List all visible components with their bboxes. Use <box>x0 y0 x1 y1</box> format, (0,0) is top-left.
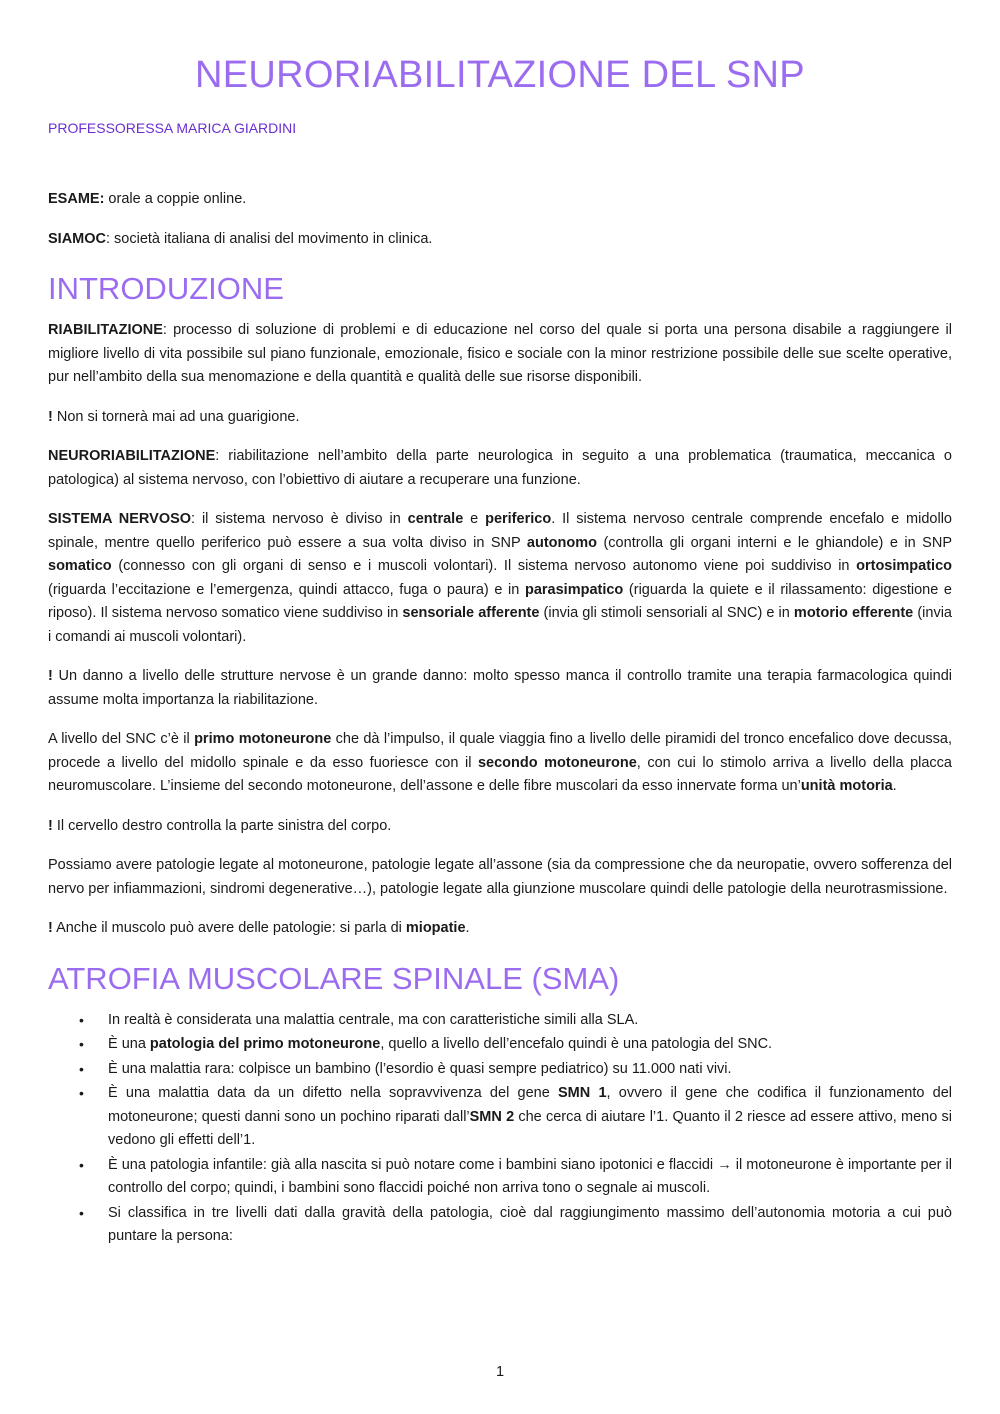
siamoc-text: : società italiana di analisi del movimento in clinica. <box>106 230 433 247</box>
term-sensoriale-afferente: sensoriale afferente <box>402 605 540 621</box>
riabilitazione-label: RIABILITAZIONE <box>48 322 163 338</box>
siamoc-paragraph <box>48 228 952 252</box>
term-secondo-motoneurone: secondo motoneurone <box>477 754 637 771</box>
section-heading-sma: ATROFIA MUSCOLARE SPINALE (SMA) <box>48 960 620 996</box>
list-item-text: Si classifica in tre livelli dati dalla gravità della patologia, cioè dal raggiungimento massimo dell’autonomia motoria a cui può puntare la persona: <box>108 1204 952 1244</box>
list-item-text: In realtà è considerata una malattia centrale, ma con caratteristiche simili alla SLA. <box>108 1011 639 1028</box>
note-mark: ! <box>48 408 53 425</box>
note-mark: ! <box>48 920 53 936</box>
note-paragraph <box>48 406 952 430</box>
text-run: , ovvero il gene che codifica il funzionamento del motoneurone; questi danni sono un pochino riparati dall’ <box>108 1085 952 1125</box>
section-heading-introduzione: INTRODUZIONE <box>48 271 284 306</box>
term-smn2: SMN 2 <box>469 1108 515 1125</box>
spacer <box>48 138 952 188</box>
siamoc-label: SIAMOC <box>48 230 106 247</box>
text-run: . <box>465 920 470 936</box>
riabilitazione-text: : processo di soluzione di problemi e di educazione nel corso del quale si porta una persona disabile a raggiungere il migliore livello di vita possibile sul piano funzionale, emozionale, fisico e sociale con la minor restrizione possibile delle sue scelte operative, pur nell’ambito della sua menomazione e della quantità e qualità delle sue risorse disponibili. <box>48 322 952 385</box>
bullet-icon: • <box>79 1036 84 1052</box>
text-run: (invia i comandi ai muscoli volontari). <box>48 605 952 645</box>
term-patologia-primo-motoneurone: patologia del primo motoneurone <box>149 1036 381 1052</box>
note-text: Anche il muscolo può avere delle patologie: si parla di <box>52 920 406 936</box>
text-run: (riguarda l’eccitazione e l’emergenza, quindi attacco, fuga o paura) e in <box>48 581 525 598</box>
note-text: Non si tornerà mai ad una guarigione. <box>52 408 300 425</box>
note-text: Un danno a livello delle strutture nervose è un grande danno: molto spesso manca il controllo tramite una terapia farmacologica quindi assume molta importanza la riabilitazione. <box>48 668 952 708</box>
note-paragraph <box>48 917 952 941</box>
sistema-nervoso-label: SISTEMA NERVOSO <box>48 511 192 527</box>
document-subtitle: PROFESSORESSA MARICA GIARDINI <box>48 120 297 136</box>
document-page <box>48 50 952 1250</box>
text-run: e <box>463 511 486 527</box>
text-run: (connesso con gli organi di senso e i muscoli volontari). Il sistema nervoso autonomo viene poi suddiviso in <box>111 558 857 574</box>
note-paragraph <box>48 665 952 712</box>
list-item <box>79 1154 952 1201</box>
term-unita-motoria: unità motoria <box>800 778 893 794</box>
esame-text: orale a coppie online. <box>104 191 247 207</box>
list-item <box>79 1202 952 1249</box>
neuroriabilitazione-paragraph <box>48 445 952 492</box>
term-motorio-efferente: motorio efferente <box>793 605 914 621</box>
page-number: 1 <box>495 1364 505 1380</box>
bullet-icon: • <box>79 1011 84 1028</box>
document-title: NEURORIABILITAZIONE DEL SNP <box>195 54 805 96</box>
list-item <box>79 1009 952 1033</box>
text-run: . <box>892 778 897 794</box>
text-run: (controlla gli organi interni e le ghiandole) e in SNP <box>597 534 952 551</box>
bullet-icon: • <box>79 1156 84 1173</box>
list-item <box>79 1033 952 1057</box>
neuroriabilitazione-text: : riabilitazione nell’ambito della parte neurologica in seguito a una problematica (traumatica, meccanica o patologica) al sistema nervoso, con l’obiettivo di aiutare a recuperare una funzione. <box>48 448 952 488</box>
text-run: . Il sistema nervoso centrale comprende encefalo e midollo spinale, mentre quello periferico può essere a sua volta diviso in SNP <box>48 511 952 551</box>
text-run: che dà l’impulso, il quale viaggia fino a livello delle piramidi del tronco encefalico dove decussa, procede a livello del midollo spinale e da esso fuoriesce con il <box>48 731 952 771</box>
text-run: : il sistema nervoso è diviso in <box>191 511 408 527</box>
esame-label: ESAME: <box>48 191 105 207</box>
neuroriabilitazione-label: NEURORIABILITAZIONE <box>48 448 216 464</box>
text-run: (riguarda la quiete e il rilassamento: digestione e riposo). Il sistema nervoso somatico viene suddiviso in <box>48 581 952 621</box>
term-miopatie: miopatie <box>405 920 466 936</box>
term-somatico: somatico <box>48 558 112 574</box>
text-run: , con cui lo stimolo arriva a livello della placca neuromuscolare. L’insieme del secondo motoneurone, dell’assone e delle fibre muscolari da esso innervate forma un’ <box>48 754 952 794</box>
text-run: , quello a livello dell’encefalo quindi è una patologia del SNC. <box>380 1036 773 1052</box>
bullet-icon: • <box>79 1204 84 1221</box>
term-primo-motoneurone: primo motoneurone <box>194 731 332 747</box>
sma-bullet-list <box>48 1009 952 1249</box>
term-centrale: centrale <box>407 511 464 527</box>
text-run: (invia gli stimoli sensoriali al SNC) e in <box>539 605 794 621</box>
term-ortosimpatico: ortosimpatico <box>856 558 952 574</box>
term-autonomo: autonomo <box>526 534 597 551</box>
bullet-icon: • <box>79 1060 84 1077</box>
text-run: È una <box>108 1036 150 1052</box>
text-run: A livello del SNC c’è il <box>48 731 195 747</box>
text-run: che cerca di aiutare l’1. Quanto il 2 riesce ad essere attivo, meno si vedono gli effetti dell’1. <box>108 1108 952 1148</box>
list-item <box>79 1058 952 1082</box>
list-item-text: È una malattia rara: colpisce un bambino (l’esordio è quasi sempre pediatrico) su 11.000 nati vivi. <box>108 1060 732 1077</box>
list-item <box>79 1082 952 1153</box>
note-mark: ! <box>48 817 53 834</box>
esame-paragraph <box>48 188 952 212</box>
sistema-nervoso-paragraph <box>48 508 952 649</box>
motoneurone-paragraph <box>48 728 952 799</box>
note-text: Il cervello destro controlla la parte sinistra del corpo. <box>52 817 392 834</box>
bullet-icon: • <box>79 1085 84 1101</box>
term-parasimpatico: parasimpatico <box>524 581 624 598</box>
riabilitazione-paragraph <box>48 319 952 390</box>
list-item-text: È una patologia infantile: già alla nascita si può notare come i bambini siano ipotonici e flaccidi → il motoneurone è importante per il controllo del corpo; quindi, i bambini sono flaccidi poiché non arriva tono o segnale ai muscoli. <box>108 1156 952 1196</box>
term-periferico: periferico <box>485 511 552 527</box>
term-smn1: SMN 1 <box>558 1085 607 1101</box>
text-run: È una malattia data da un difetto nella sopravvivenza del gene <box>108 1085 558 1101</box>
note-paragraph <box>48 815 952 839</box>
patologie-paragraph: Possiamo avere patologie legate al motoneurone, patologie legate all’assone (sia da compressione che da neuropatie, ovvero sofferenza del nervo per infiammazioni, sindromi degenerative…), patologie legate alla giunzione muscolare quindi delle patologie della neurotrasmissione. <box>48 857 952 897</box>
note-mark: ! <box>48 668 53 684</box>
